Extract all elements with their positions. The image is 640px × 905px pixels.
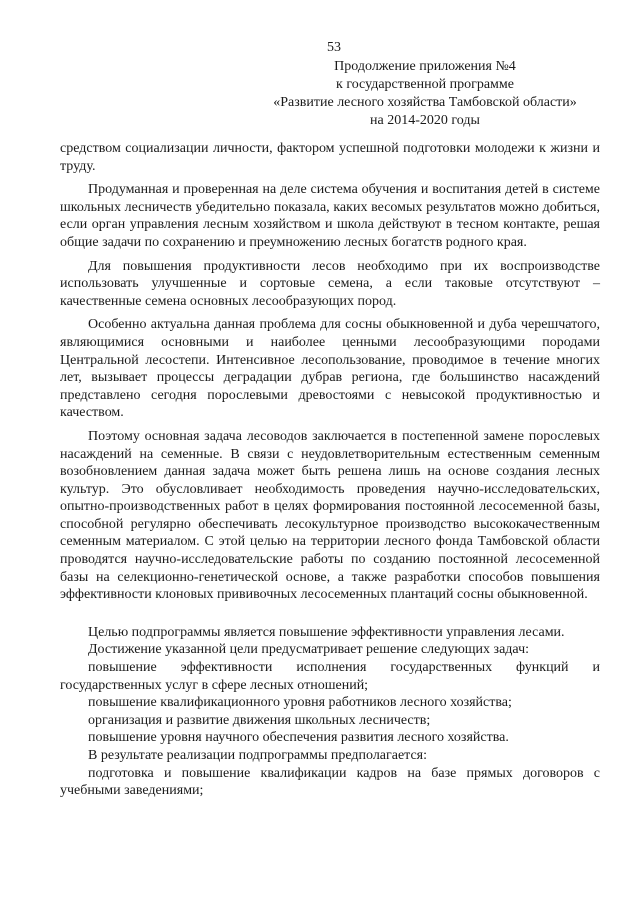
paragraph: средством социализации личности, фактором успешной подготовки молодежи к жизни и труду. <box>60 141 600 174</box>
paragraph: Особенно актуальна данная проблема для сосны обыкновенной и дуба черешчатого, являющимися основными и наиболее ценными лесообразующими породами Центральной лесостепи. Интенсивное лесопользование, проводимое в течение многих лет, вызывает процессы деградации дубрав региона, где большинство насаждений представлено сегодня порослевыми древостоями с невысокой продуктивностью и качеством. <box>60 317 600 421</box>
paragraph: Достижение указанной цели предусматривает решение следующих задач: <box>88 642 529 658</box>
header-line: на 2014-2020 годы <box>370 113 480 128</box>
list-item: организация и развитие движения школьных лесничеств; <box>88 712 431 728</box>
page-number: 53 <box>327 40 341 55</box>
header-line: Продолжение приложения №4 <box>334 59 516 74</box>
paragraph: Для повышения продуктивности лесов необходимо при их воспроизводстве использовать улучшенные и сортовые семена, а если таковые отсутствуют – качественные семена основных лесообразующих пород. <box>60 258 600 309</box>
paragraph: Целью подпрограммы является повышение эффективности управления лесами. <box>88 624 565 640</box>
list-item: повышение уровня научного обеспечения развития лесного хозяйства. <box>88 730 509 746</box>
paragraph: Поэтому основная задача лесоводов заключается в постепенной замене порослевых насаждений на семенные. В связи с неудовлетворительным естественным семенным возобновлением данная задача может быть решена лишь на основе создания лесных культур. Это обусловливает необходимость проведения научно-исследовательских, опытно-производственных работ в целях формирования постоянной лесосеменной базы, способной регулярно обеспечивать лесокультурное производство высококачественным семенным материалом. С этой целью на территории лесного фонда Тамбовской области проводятся научно-исследовательские работы по созданию постоянной лесосеменной базы на селекционно-генетической основе, а также разработки способов повышения эффективности клоновых прививочных лесосеменных плантаций сосны обыкновенной. <box>60 428 600 603</box>
header-line: к государственной программе <box>336 77 514 92</box>
list-item: повышение квалификационного уровня работников лесного хозяйства; <box>88 695 512 711</box>
paragraph: Продуманная и проверенная на деле система обучения и воспитания детей в системе школьных лесничеств убедительно показала, каких весомых результатов можно добиться, если орган управления лесным хозяйством и школа действуют в тесном контакте, решая общие задачи по сохранению и преумножению лесных богатств родного края. <box>60 182 600 250</box>
header-line: «Развитие лесного хозяйства Тамбовской области» <box>273 95 577 110</box>
appendix-header <box>240 58 610 130</box>
list-item: повышение эффективности исполнения государственных функций и государственных услуг в сфере лесных отношений; <box>60 660 600 693</box>
document-body <box>60 140 600 800</box>
paragraph: В результате реализации подпрограммы предполагается: <box>88 748 428 763</box>
list-item: подготовка и повышение квалификации кадров на базе прямых договоров с учебными заведениями; <box>60 765 600 799</box>
